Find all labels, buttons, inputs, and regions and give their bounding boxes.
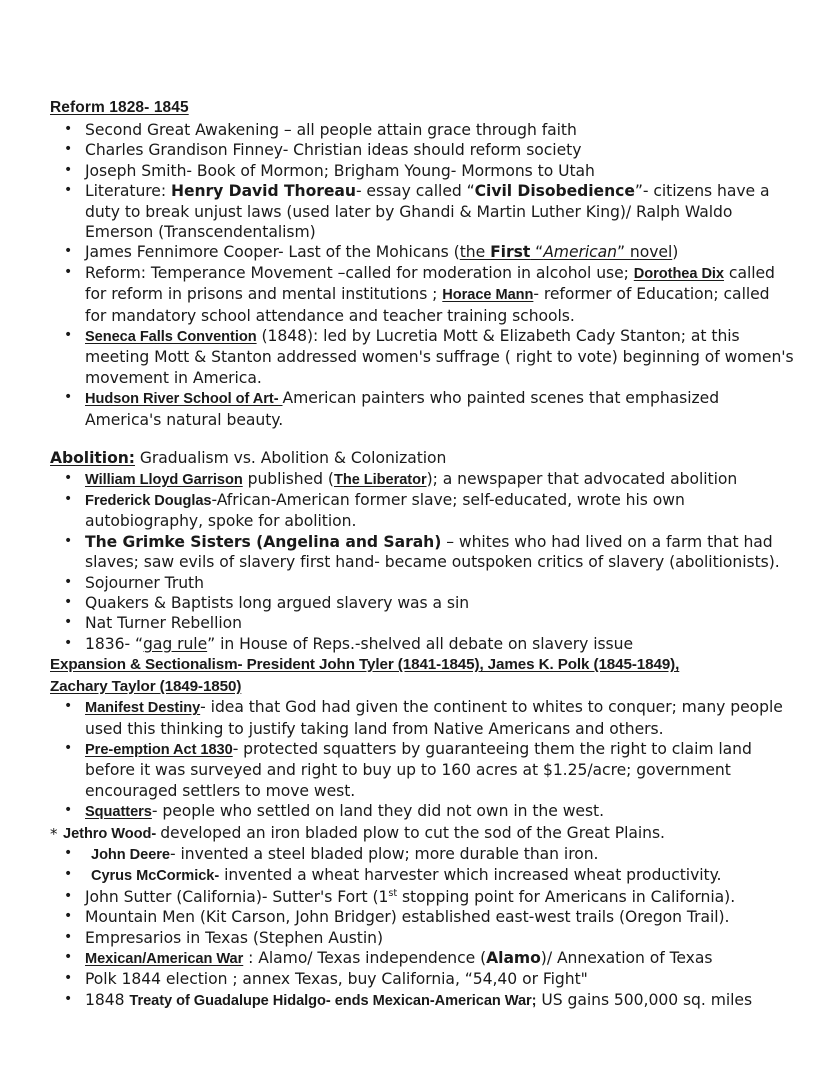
emphasis-the-liberator: The Liberator (333, 471, 427, 488)
section-spacer (50, 430, 795, 448)
underlined-first-american-novel (460, 243, 673, 261)
under-mid: “ (530, 243, 544, 262)
emphasis-manifest-destiny: Manifest Destiny (85, 700, 201, 717)
item-rest: - protected squatters by guaranteeing them the right to claim land before it was surveyed and right to buy up to 160 acres at $1.25/acre; government encouraged settlers to move west. (85, 739, 752, 800)
list-item-joseph-smith (50, 161, 795, 181)
emphasis-cyrus-mccormick: Cyrus McCormick- (91, 868, 220, 885)
reform-bullet-list (50, 120, 795, 430)
emphasis-first: First (490, 243, 531, 262)
item-text: Second Great Awakening – all people attain grace through faith (85, 121, 577, 139)
list-item-temperance-reform (50, 263, 795, 326)
item-text: Sojourner Truth (85, 573, 204, 592)
list-item-literature-thoreau (50, 181, 795, 242)
item-text: Polk 1844 election ; annex Texas, buy California, “54,40 or Fight" (85, 970, 588, 989)
under-close: ” novel (617, 243, 673, 262)
emphasis-hudson-river-school-of-art: Hudson River School of Art- (85, 391, 283, 408)
list-item-james-fennimore-cooper (50, 242, 795, 262)
list-item-squatters (50, 801, 795, 822)
emphasis-pre-emption-act-1830: Pre-emption Act 1830 (85, 741, 233, 758)
page-title: Reform 1828- 1845 (50, 99, 189, 116)
list-item-seneca-falls-convention (50, 326, 795, 388)
document-body (50, 96, 795, 1011)
item-rest: ) (672, 243, 679, 262)
item-rest: -African-American former slave; self-educated, wrote his own autobiography, spoke for abolition. (85, 490, 685, 531)
list-item-cyrus-mccormick (50, 865, 795, 886)
item-lead: Literature: (85, 182, 171, 201)
item-rest: - reformer of Education; called for mandatory school attendance and teacher training schools. (85, 285, 770, 325)
item-rest: American painters who painted scenes that emphasized America's natural beauty. (85, 389, 720, 429)
list-item-john-sutter (50, 887, 795, 907)
emphasis-dorothea-dix: Dorothea Dix (633, 265, 725, 282)
list-item-william-lloyd-garrison (50, 469, 795, 490)
superscript-ordinal: st (388, 887, 398, 899)
expansion-bullet-list (50, 697, 795, 1011)
emphasis-mexican-american-war: Mexican/American War (85, 951, 244, 968)
section-heading-expansion-line1: Expansion & Sectionalism- President John Tyler (1841-1845), James K. Polk (1845-1849), (50, 656, 680, 674)
list-item-sojourner-truth (50, 573, 795, 593)
list-item-polk-1844-election (50, 969, 795, 989)
item-rest: ); a newspaper that advocated abolition (426, 469, 738, 488)
item-rest: - people who settled on land they did not own in the west. (151, 802, 604, 821)
item-text: Charles Grandison Finney- Christian ideas should reform society (85, 141, 582, 160)
item-lead: James Fennimore Cooper- Last of the Mohicans ( (85, 243, 460, 262)
emphasis-horace-mann: Horace Mann (442, 287, 534, 304)
item-rest: – whites who had lived on a farm that had slaves; saw evils of slavery first hand- became outspoken critics of slavery (abolitionists). (85, 532, 780, 572)
item-text: Joseph Smith- Book of Mormon; Brigham Young- Mormons to Utah (85, 161, 595, 180)
item-text: Quakers & Baptists long argued slavery was a sin (85, 593, 470, 612)
item-text: Nat Turner Rebellion (85, 614, 242, 633)
emphasis-american: American (543, 243, 617, 262)
list-item-john-deere (50, 844, 795, 865)
list-item-treaty-guadalupe-hidalgo (50, 990, 795, 1011)
list-item-jethro-wood (50, 823, 795, 844)
item-rest: - idea that God had given the continent to whites to conquer; many people used this thinking to justify taking land from Native Americans and others. (85, 698, 783, 738)
item-rest: (1848): led by Lucretia Mott & Elizabeth Cady Stanton; at this meeting Mott & Stanton addressed women's suffrage ( right to vote) beginning of women's movement in America. (85, 327, 794, 387)
list-item-nat-turner-rebellion (50, 613, 795, 633)
item-mid: - essay called “ (355, 182, 475, 201)
emphasis-henry-david-thoreau: Henry David Thoreau (170, 182, 356, 201)
item-mid: called for reform in prisons and mental institutions ; (85, 263, 775, 304)
item-rest: ”- citizens have a duty to break unjust laws (used later by Ghandi & Martin Luther King)/ Ralph Waldo Emerson (Transcendentalism) (85, 182, 770, 242)
item-lead: 1848 (85, 990, 130, 1009)
item-mid: : Alamo/ Texas independence ( (243, 949, 487, 968)
item-rest: )/ Annexation of Texas (540, 949, 713, 968)
abolition-subtitle: Gradualism vs. Abolition & Colonization (134, 449, 447, 468)
list-item-frederick-douglas (50, 490, 795, 532)
underlined-gag-rule: gag rule (143, 634, 208, 653)
section-heading-expansion-line2: Zachary Taylor (1849-1850) (50, 677, 242, 695)
abolition-bullet-list (50, 469, 795, 655)
item-rest: ” in House of Reps.-shelved all debate on slavery issue (207, 634, 634, 653)
list-item-gag-rule (50, 634, 795, 654)
list-item-grimke-sisters (50, 532, 795, 573)
section-heading-reform (50, 96, 795, 120)
emphasis-william-lloyd-garrison: William Lloyd Garrison (85, 471, 243, 488)
abolition-label: Abolition: (50, 449, 135, 468)
item-rest: - invented a steel bladed plow; more durable than iron. (169, 845, 599, 863)
emphasis-john-deere: John Deere (91, 847, 170, 863)
emphasis-squatters: Squatters (85, 804, 152, 821)
list-item-empresarios-texas (50, 928, 795, 948)
list-item-second-great-awakening (50, 120, 795, 140)
list-item-charles-grandison-finney (50, 140, 795, 160)
emphasis-jethro-wood: Jethro Wood- (63, 825, 161, 842)
under-open: the (459, 243, 491, 262)
list-item-mexican-american-war (50, 948, 795, 969)
emphasis-seneca-falls-convention: Seneca Falls Convention (85, 329, 257, 346)
list-item-hudson-river-school (50, 388, 795, 430)
item-lead: John Sutter (California)- Sutter's Fort (1 (85, 887, 389, 906)
emphasis-alamo: Alamo (486, 949, 541, 968)
emphasis-the-grimke-sisters: The Grimke Sisters (Angelina and Sarah) (85, 532, 442, 551)
list-item-manifest-destiny (50, 697, 795, 739)
list-item-pre-emption-act-1830 (50, 739, 795, 801)
item-rest: stopping point for Americans in California). (397, 887, 736, 906)
emphasis-treaty-of-guadalupe-hidalgo: Treaty of Guadalupe Hidalgo- ends Mexican-American War; (129, 992, 537, 1009)
item-rest: US gains 500,000 sq. miles (536, 990, 753, 1009)
item-text: Empresarios in Texas (Stephen Austin) (85, 928, 384, 947)
list-item-quakers-baptists (50, 593, 795, 613)
item-mid: published ( (242, 469, 334, 488)
section-heading-abolition (50, 448, 795, 468)
emphasis-frederick-douglas: Frederick Douglas (85, 492, 212, 509)
item-rest: developed an iron bladed plow to cut the sod of the Great Plains. (160, 823, 665, 842)
list-item-mountain-men (50, 907, 795, 927)
item-rest: invented a wheat harvester which increased wheat productivity. (219, 866, 722, 885)
item-text: Mountain Men (Kit Carson, John Bridger) established east-west trails (Oregon Trail). (85, 908, 730, 927)
emphasis-civil-disobedience: Civil Disobedience (474, 182, 635, 201)
item-lead: Reform: Temperance Movement –called for moderation in alcohol use; (85, 263, 634, 282)
item-lead: 1836- “ (85, 634, 143, 653)
